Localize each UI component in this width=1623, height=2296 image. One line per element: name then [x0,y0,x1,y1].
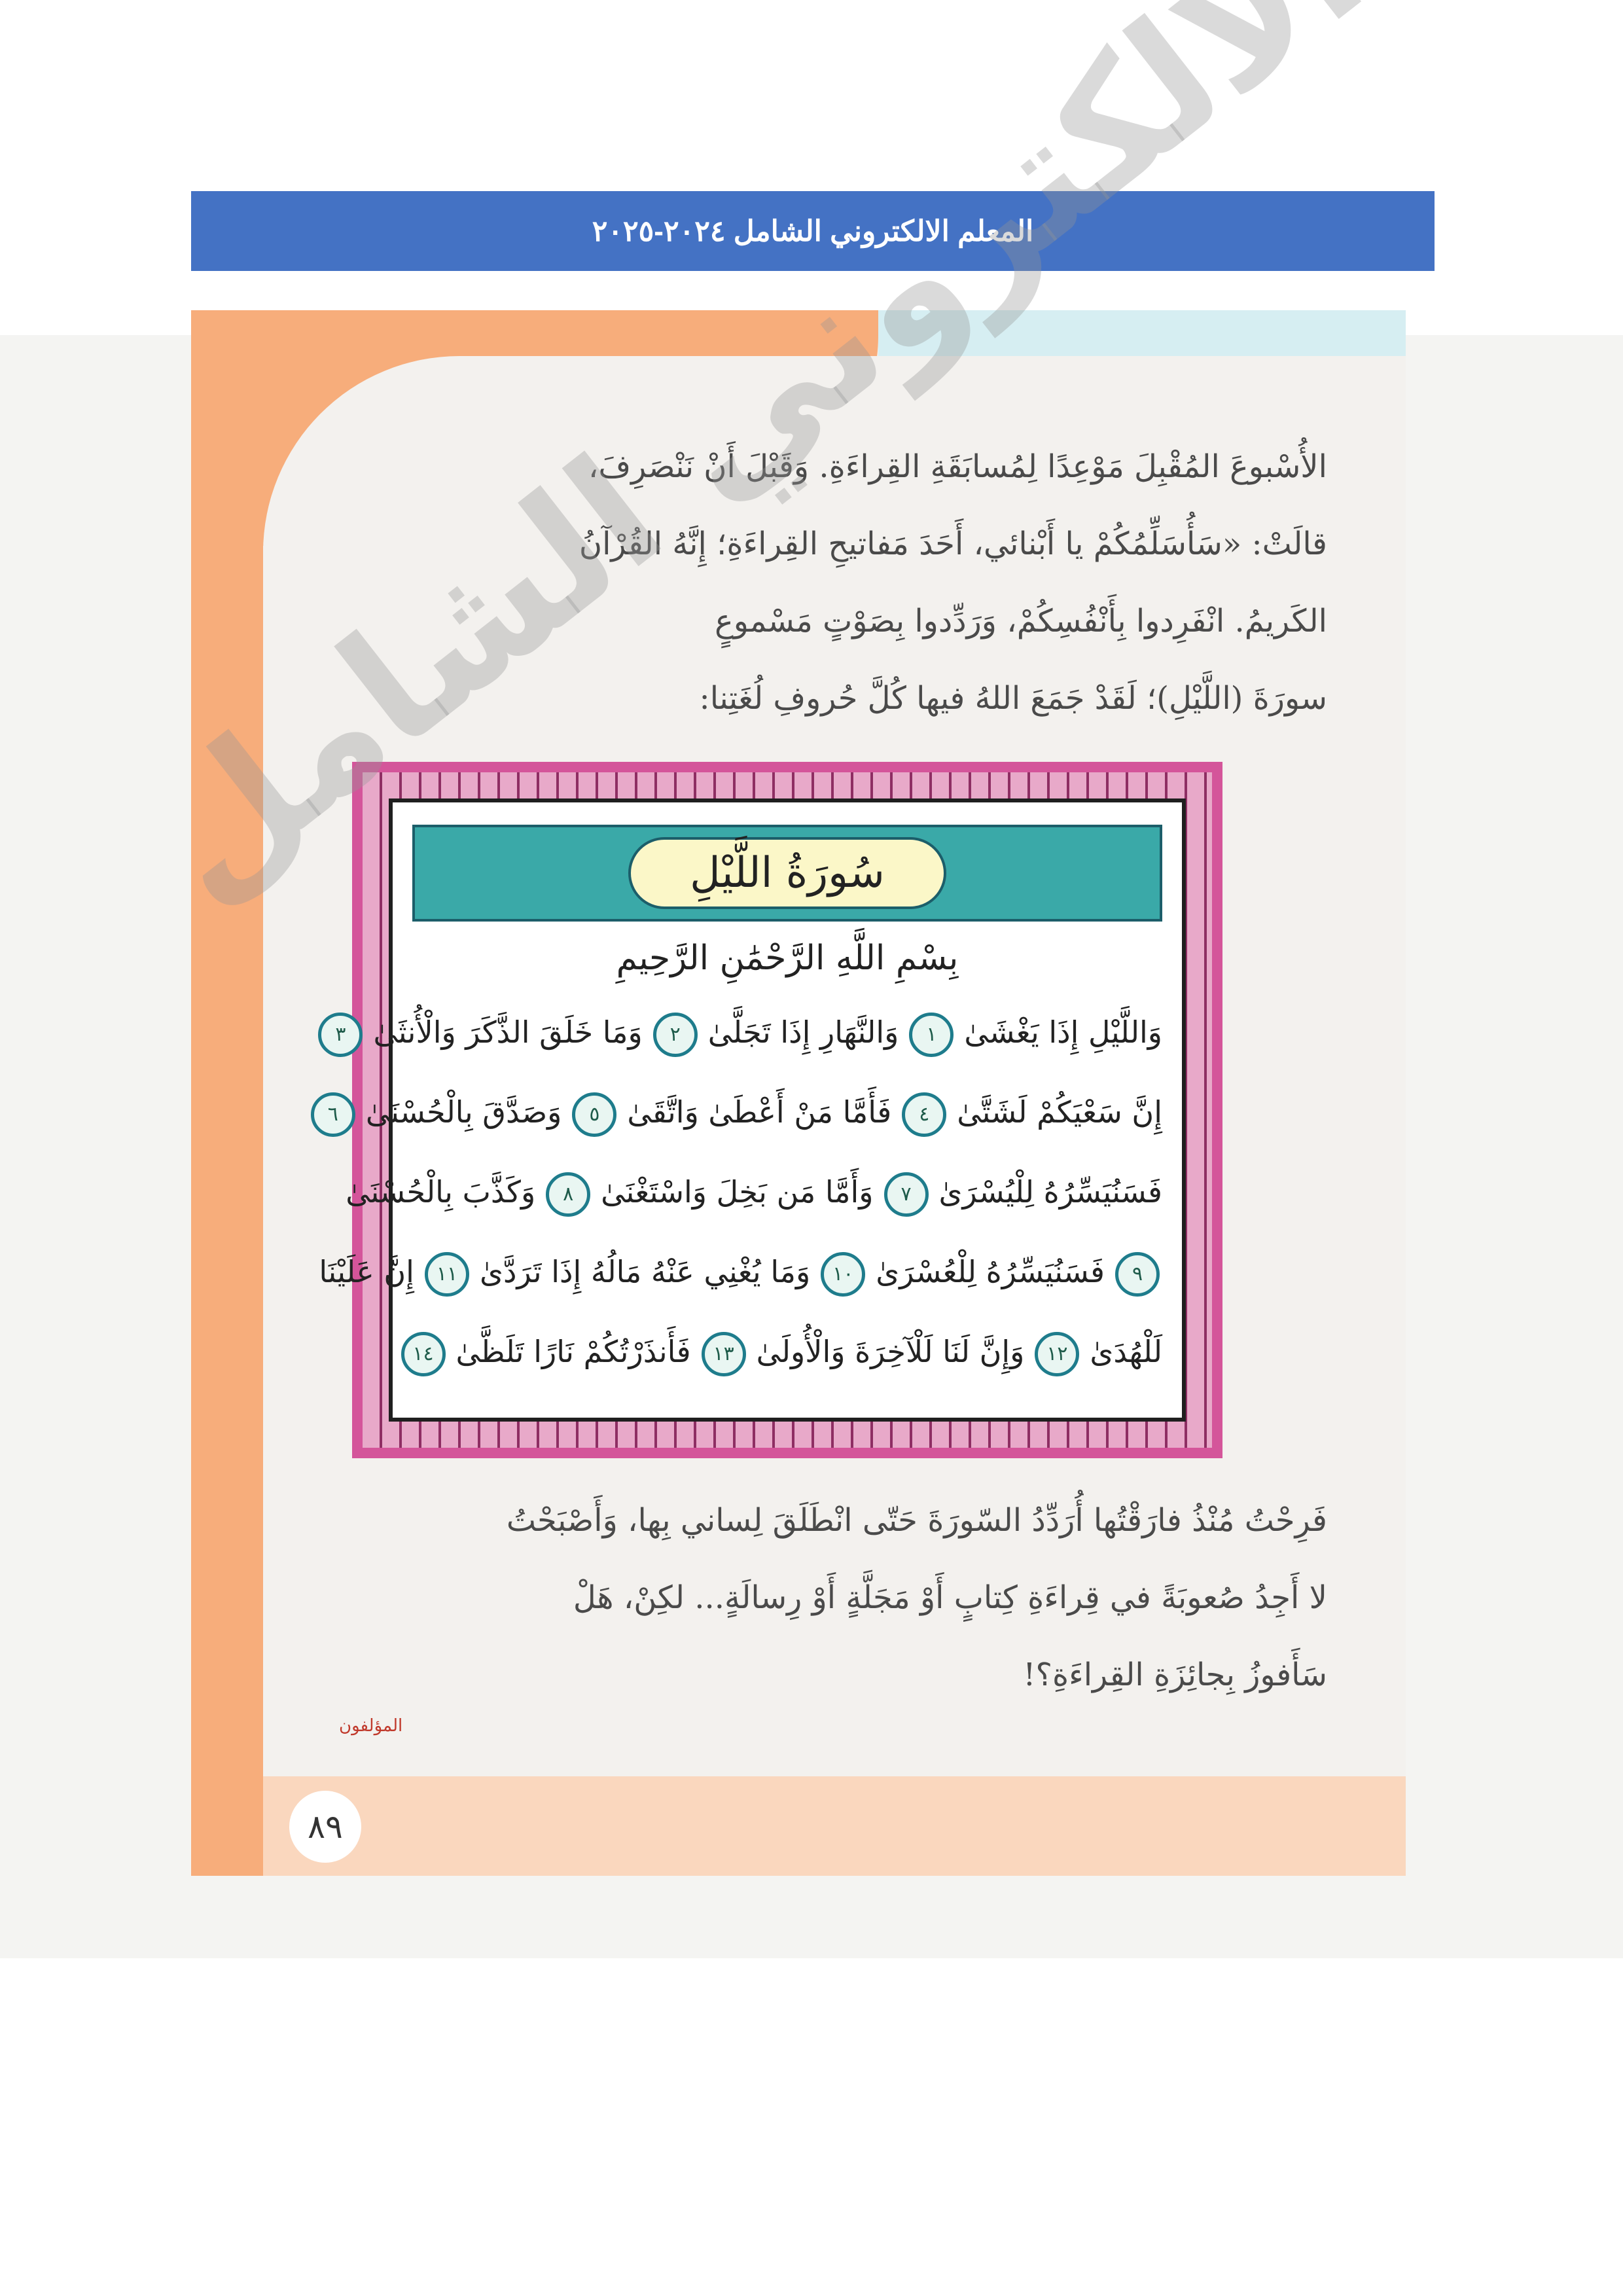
surah-frame [319,762,1222,1458]
text-line: الأُسْبوعَ المُقْبِلَ مَوْعِدًا لِمُسابَقَةِ القِراءَةِ. وَقَبْلَ أَنْ نَنْصَرِفَ، [588,448,1327,485]
text-line: قالَتْ: «سَأُسَلِّمُكُمْ يا أَبْنائي، أَحَدَ مَفاتيحِ القِراءَةِ؛ إِنَّهُ القُرْآنُ [579,526,1327,562]
ayah-text: وَالنَّهَارِ إِذَا تَجَلَّىٰ [707,1014,899,1050]
paragraph-bottom [411,1482,1327,1713]
book-page [191,310,1406,1876]
ayah-text: إِنَّ سَعْيَكُمْ لَشَتَّىٰ [957,1094,1162,1130]
ayah-number: ٨ [546,1172,590,1217]
ayah-number: ٥ [572,1092,616,1137]
ayah-text: فَسَنُيَسِّرُهُ لِلْيُسْرَىٰ [938,1174,1162,1210]
ayah-text: لَلْهُدَىٰ [1090,1334,1162,1369]
page-number: ٨٩ [289,1791,361,1863]
ayah-number: ٩ [1115,1252,1160,1297]
ayah-text: إِنَّ عَلَيْنَا [319,1254,414,1289]
ayah-number: ٣ [318,1013,363,1057]
ayah-number: ١١ [425,1252,469,1297]
ayah-text: وَكَذَّبَ بِالْحُسْنَىٰ [346,1174,536,1210]
ayah-number: ١٢ [1035,1332,1079,1376]
ayah-line [327,1072,1166,1152]
ayah-line [319,1232,1166,1312]
ayah-text: وَإِنَّ لَنَا لَلْآخِرَةَ وَالْأُولَىٰ [756,1334,1025,1369]
ayah-text: فَأَنذَرْتُكُمْ نَارًا تَلَظَّىٰ [455,1334,691,1369]
paragraph-top [411,428,1327,737]
ayah-text: وَاللَّيْلِ إِذَا يَغْشَىٰ [964,1014,1162,1050]
ayah-text: فَسَنُيَسِّرُهُ لِلْعُسْرَىٰ [876,1254,1105,1289]
ayat-block [319,992,1166,1391]
header-bar [191,191,1435,271]
teal-top-band [878,310,1406,361]
ayah-number: ١٣ [702,1332,746,1376]
ayah-number: ١ [909,1013,954,1057]
surah-panel [319,798,1186,1422]
ayah-text: وَمَا يُغْنِي عَنْهُ مَالُهُ إِذَا تَرَدَّىٰ [479,1254,811,1289]
text-line: سورَةَ (اللَّيْلِ)؛ لَقَدْ جَمَعَ اللهُ فيها كُلَّ حُروفِ لُغَتِنا: [699,680,1327,717]
header-title: المعلم الالكتروني الشامل ٢٠٢٤-٢٠٢٥ [592,215,1034,247]
ayah-number: ٦ [311,1092,355,1137]
ayah-text: وَأَمَّا مَن بَخِلَ وَاسْتَغْنَىٰ [601,1174,874,1210]
ayah-line [346,1152,1166,1232]
surah-title: سُورَةُ اللَّيْلِ [628,837,946,909]
bottom-decorative-band [263,1776,1406,1876]
watermark-text: الالكتروني الشامل [111,0,1396,936]
text-line: سَأَفوزُ بِجائِزَةِ القِراءَةِ؟! [1023,1657,1327,1693]
orange-side-strip [191,310,263,1876]
surah-banner [412,825,1162,922]
basmala: بِسْمِ اللَّهِ الرَّحْمَٰنِ الرَّحِيمِ [616,939,959,978]
text-line: فَرِحْتُ مُنْذُ فارَقْتُها أُرَدِّدُ السّورَةَ حَتّى انْطَلَقَ لِساني بِها، وَأَصْبَحْتُ [506,1502,1327,1539]
ayah-text: فَأَمَّا مَنْ أَعْطَىٰ وَاتَّقَىٰ [627,1094,892,1130]
authors-label: المؤلفون [339,1716,403,1736]
ayah-number: ١٠ [821,1252,865,1297]
ayah-number: ١٤ [401,1332,446,1376]
ayah-line [408,1312,1166,1391]
ayah-number: ٢ [653,1013,698,1057]
text-line: الكَريمُ. انْفَرِدوا بِأَنْفُسِكُمْ، وَرَدِّدوا بِصَوْتٍ مَسْموعٍ [715,603,1327,639]
ayah-text: وَمَا خَلَقَ الذَّكَرَ وَالْأُنثَىٰ [373,1014,643,1050]
ornamental-border [319,772,1212,1448]
ayah-text: وَصَدَّقَ بِالْحُسْنَىٰ [365,1094,562,1130]
text-line: لا أَجِدُ صُعوبَةً في قِراءَةِ كِتابٍ أَوْ مَجَلَّةٍ أَوْ رِسالَةٍ... لكِنْ، هَلْ [573,1579,1327,1616]
ayah-number: ٤ [902,1092,946,1137]
ayah-line [335,992,1166,1072]
ayah-number: ٧ [884,1172,929,1217]
